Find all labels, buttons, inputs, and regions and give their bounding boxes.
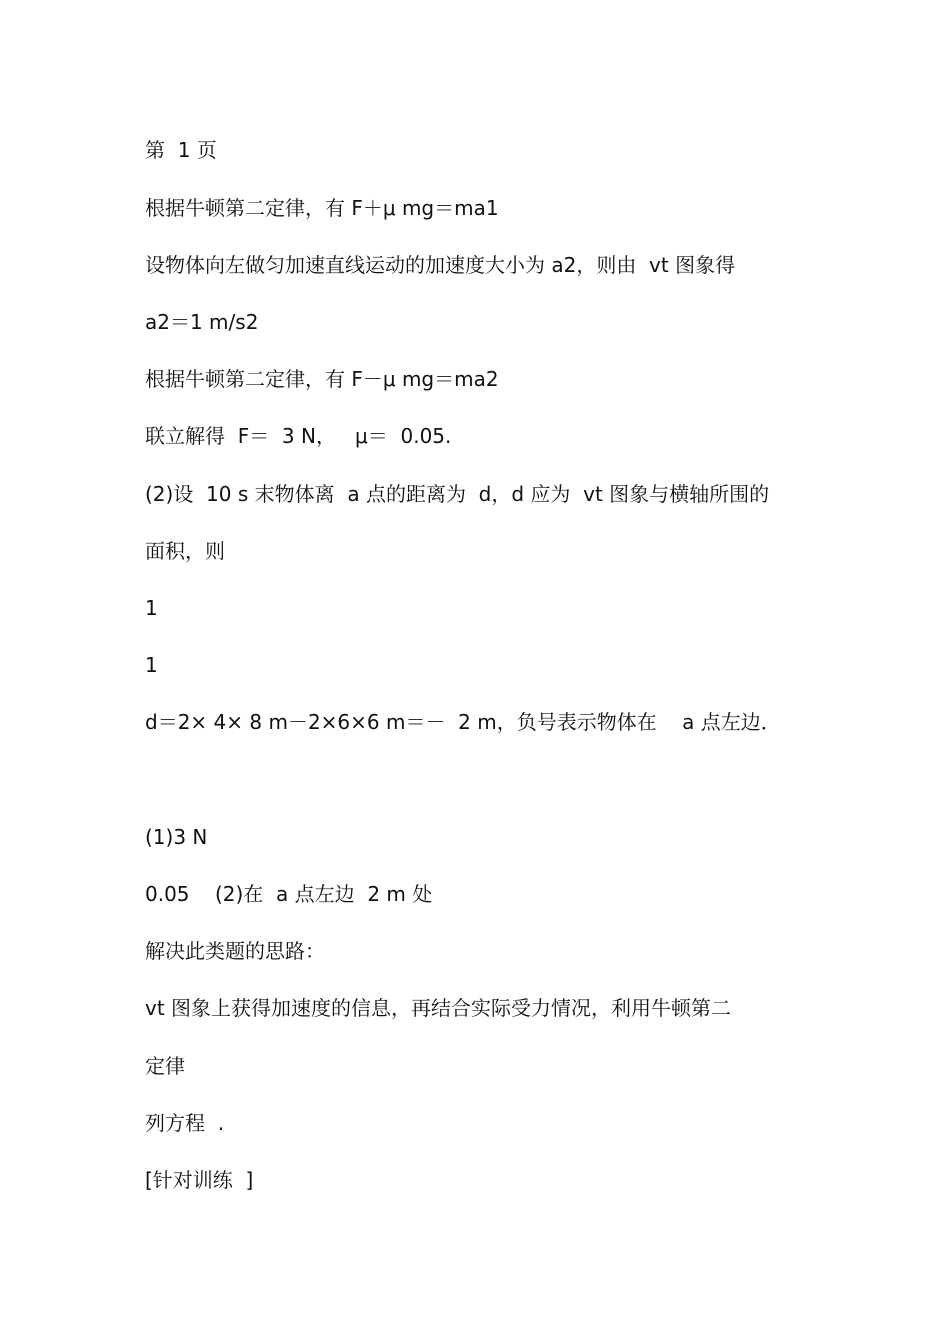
text-line-16: 列方程 . [145,1111,225,1135]
text-line-14: vt 图象上获得加速度的信息，再结合实际受力情况，利用牛顿第二 [145,996,732,1020]
section-heading: [针对训练 ] [145,1168,254,1192]
text-line-1: 根据牛顿第二定律，有 F＋μ mg＝ma1 [145,196,499,220]
text-line-5: 联立解得 F＝ 3 N， μ＝ 0.05. [145,424,452,448]
page-number: 第 1 页 [145,138,217,162]
text-line-7: 面积，则 [145,539,225,563]
fraction-numerator-1: 1 [145,596,158,620]
text-line-4: 根据牛顿第二定律，有 F－μ mg＝ma2 [145,367,499,391]
text-line-10: d＝2× 4× 8 m－2×6×6 m＝－ 2 m，负号表示物体在 a 点左边． [145,710,781,734]
text-line-2: 设物体向左做匀加速直线运动的加速度大小为 a2，则由 vt 图象得 [145,253,736,277]
text-line-3: a2＝1 m/s2 [145,310,259,334]
text-line-15: 定律 [145,1054,185,1078]
text-line-13: 解决此类题的思路： [145,939,325,963]
text-line-6: (2)设 10 s 末物体离 a 点的距离为 d，d 应为 vt 图象与横轴所围的 [145,482,770,506]
fraction-numerator-2: 1 [145,653,158,677]
answer-line-2: 0.05 (2)在 a 点左边 2 m 处 [145,882,433,906]
answer-line-1: (1)3 N [145,825,208,849]
